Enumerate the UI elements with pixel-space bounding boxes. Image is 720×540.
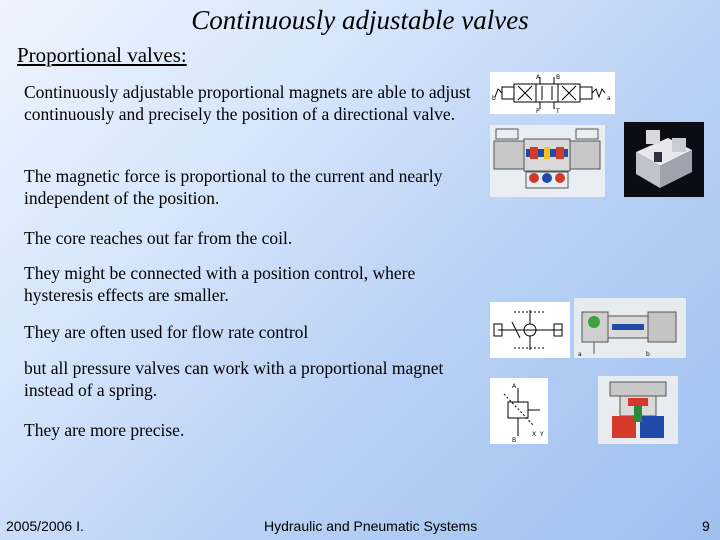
flow-control-symbol xyxy=(490,302,570,358)
flow-valve-section xyxy=(574,298,686,358)
paragraph-6: but all pressure valves can work with a proportional magnet instead of a spring. xyxy=(24,358,444,400)
footer-date: 2005/2006 I. xyxy=(6,518,84,534)
section-label-b: b xyxy=(646,351,650,358)
port-label-a: A xyxy=(536,74,541,81)
valve-cross-section xyxy=(490,125,605,197)
page-number: 9 xyxy=(702,518,710,534)
solenoid-label-b: b xyxy=(492,95,496,102)
footer-course-title: Hydraulic and Pneumatic Systems xyxy=(264,518,478,534)
paragraph-2: The magnetic force is proportional to the current and nearly independent of the position. xyxy=(24,166,443,208)
paragraph-3: The core reaches out far from the coil. xyxy=(24,228,293,248)
pressure-label-b: B xyxy=(512,437,517,444)
solenoid-label-a: a xyxy=(607,95,611,102)
pressure-label-y: Y xyxy=(540,431,544,438)
port-label-p: P xyxy=(536,108,540,114)
section-label-a: a xyxy=(578,351,582,358)
paragraph-4: They might be connected with a position control, where hysteresis effects are smaller. xyxy=(24,263,416,305)
valve-symbol-diagram xyxy=(490,72,615,114)
port-label-b: B xyxy=(556,74,561,81)
paragraph-7: They are more precise. xyxy=(24,420,185,440)
paragraph-1: Continuously adjustable proportional magnets are able to adjust continuously and precisely the position of a directional valve. xyxy=(24,82,471,124)
slide-subtitle: Proportional valves: xyxy=(17,43,187,67)
pressure-label-a: A xyxy=(512,383,517,390)
valve-photo xyxy=(624,122,704,197)
pressure-valve-section xyxy=(598,376,678,444)
pressure-valve-symbol xyxy=(490,378,548,444)
port-label-t: T xyxy=(556,108,560,114)
slide-title: Continuously adjustable valves xyxy=(191,5,529,35)
pressure-label-x: X xyxy=(532,431,537,438)
paragraph-5: They are often used for flow rate control xyxy=(24,322,309,342)
